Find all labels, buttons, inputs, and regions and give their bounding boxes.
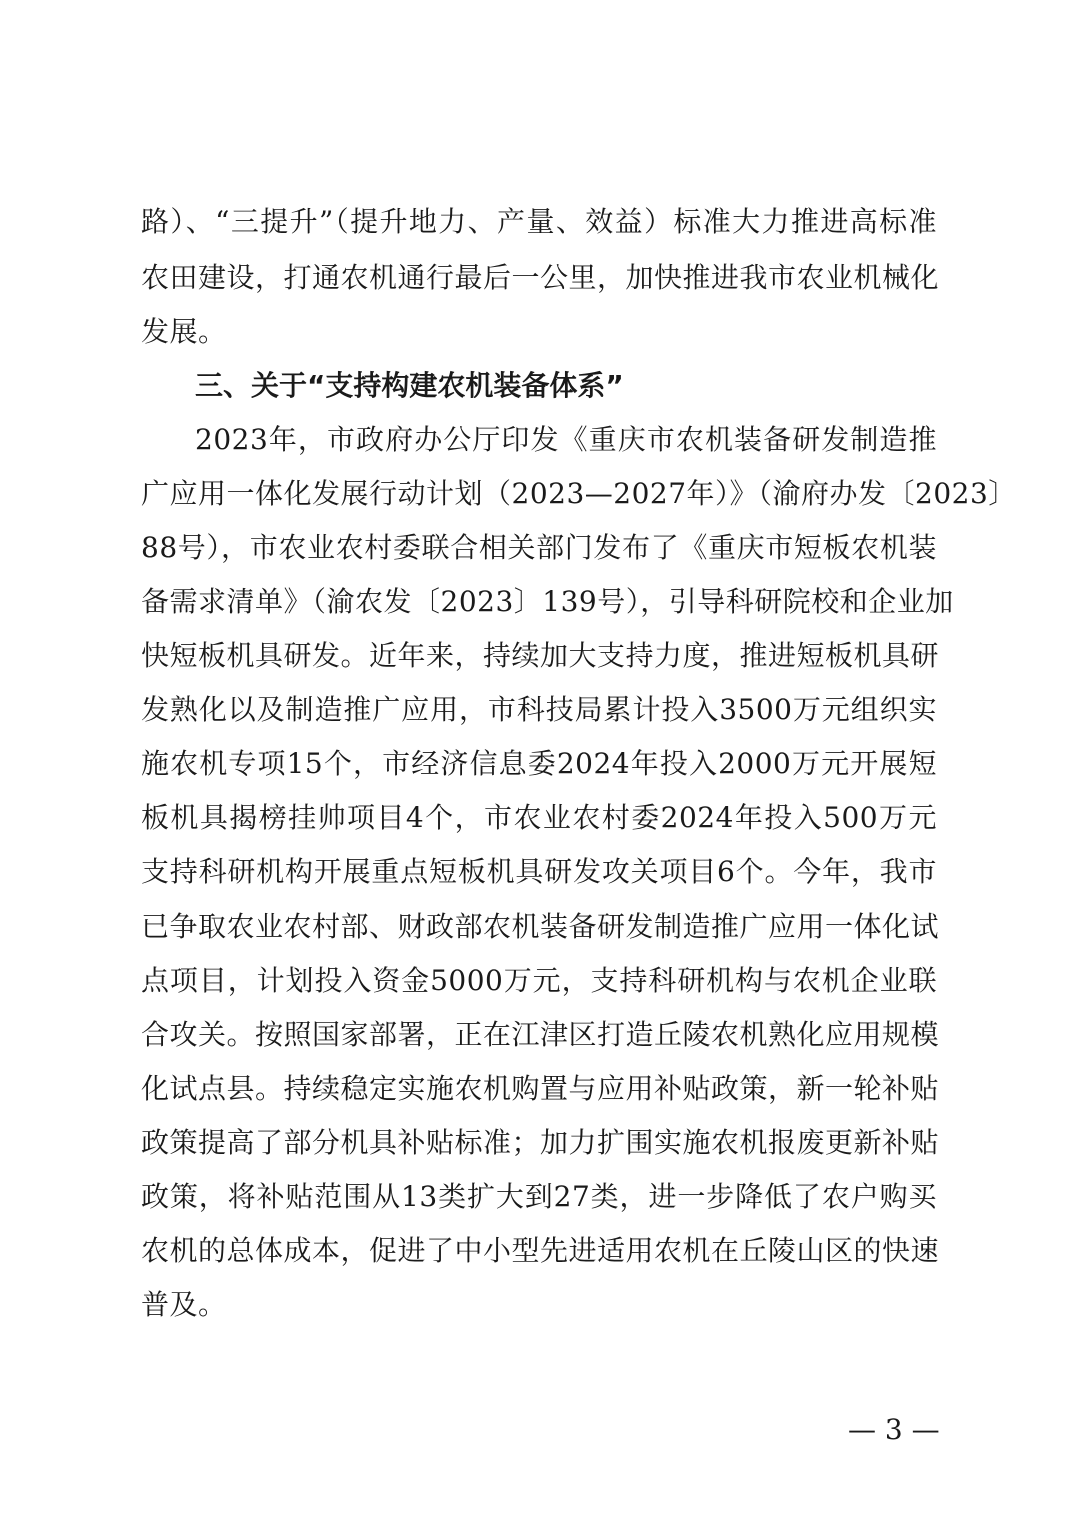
paragraph-line: 2023年，市政府办公厅印发《重庆市农机装备研发制造推 [195, 423, 937, 456]
page-number: — 3 — [848, 1413, 940, 1446]
paragraph-line: 支持科研机构开展重点短板机具研发攻关项目6个。今年，我市 [141, 855, 937, 888]
paragraph-line: 88号），市农业农村委联合相关部门发布了《重庆市短板农机装 [141, 531, 937, 564]
paragraph-line: 施农机专项15个，市经济信息委2024年投入2000万元开展短 [141, 747, 937, 780]
paragraph-line: 发熟化以及制造推广应用，市科技局累计投入3500万元组织实 [141, 693, 937, 726]
paragraph-line: 农田建设，打通农机通行最后一公里，加快推进我市农业机械化 [141, 261, 940, 294]
paragraph-line: 普及。 [141, 1288, 227, 1321]
paragraph-line: 快短板机具研发。近年来，持续加大支持力度，推进短板机具研 [141, 639, 940, 672]
paragraph-line: 政策提高了部分机具补贴标准；加力扩围实施农机报废更新补贴 [141, 1126, 940, 1159]
paragraph-line: 农机的总体成本，促进了中小型先进适用农机在丘陵山区的快速 [141, 1234, 940, 1267]
section-heading: 三、关于“支持构建农机装备体系” [195, 369, 624, 402]
paragraph-line: 合攻关。按照国家部署，正在江津区打造丘陵农机熟化应用规模 [141, 1018, 940, 1051]
paragraph-line: 板机具揭榜挂帅项目4个，市农业农村委2024年投入500万元 [141, 801, 937, 834]
paragraph-line: 发展。 [141, 315, 227, 348]
paragraph-line: 化试点县。持续稳定实施农机购置与应用补贴政策，新一轮补贴 [141, 1072, 940, 1105]
paragraph-line: 点项目，计划投入资金5000万元，支持科研机构与农机企业联 [141, 964, 937, 997]
paragraph-line: 政策，将补贴范围从13类扩大到27类，进一步降低了农户购买 [141, 1180, 937, 1213]
paragraph-line: 路）、“三提升”（提升地力、产量、效益）标准大力推进高标准 [141, 205, 937, 238]
paragraph-line: 广应用一体化发展行动计划（2023—2027年）》（渝府办发〔2023〕 [141, 477, 1017, 510]
paragraph-line: 备需求清单》（渝农发〔2023〕139号），引导科研院校和企业加 [141, 585, 954, 618]
paragraph-line: 已争取农业农村部、财政部农机装备研发制造推广应用一体化试 [141, 910, 940, 943]
